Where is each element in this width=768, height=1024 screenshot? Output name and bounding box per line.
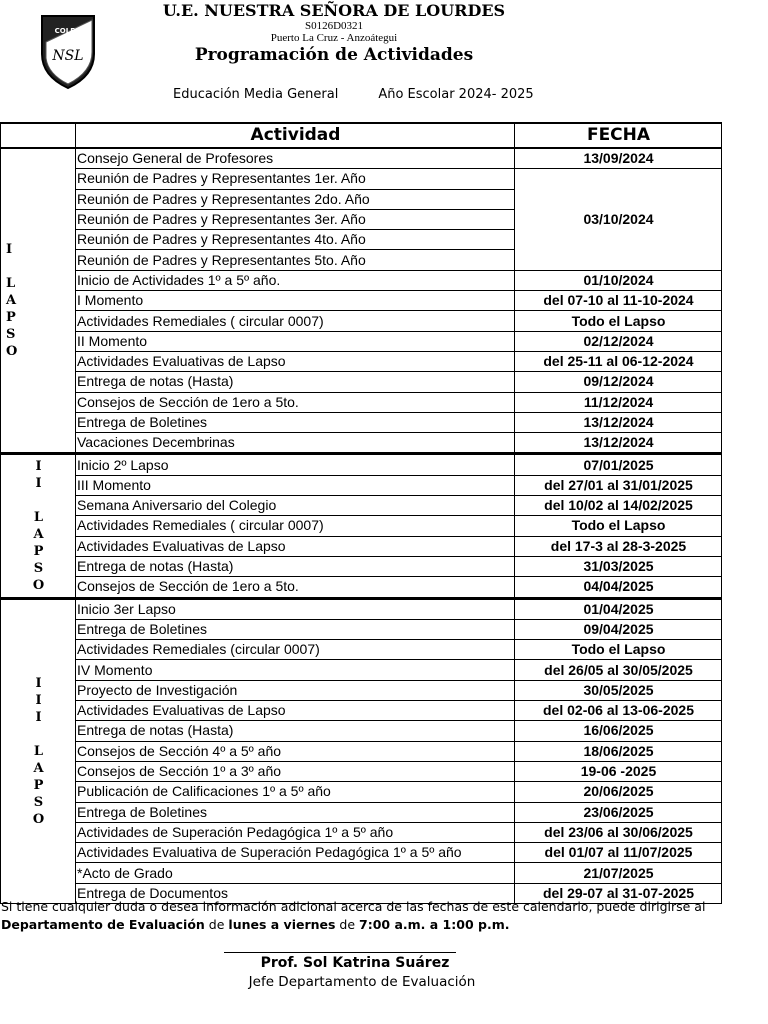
- date-cell: 16/06/2025: [515, 721, 722, 741]
- contact-note: [1, 898, 767, 934]
- table-row: [1, 454, 722, 475]
- activity-cell: Actividades Evaluativas de Lapso: [76, 701, 515, 721]
- table-row: [1, 863, 722, 883]
- activity-cell: Reunión de Padres y Representantes 2do. Año: [76, 189, 515, 209]
- note-hours: 7:00 a.m. a 1:00 p.m.: [359, 917, 510, 932]
- date-cell: 01/10/2024: [515, 270, 722, 290]
- table-row: [1, 412, 722, 432]
- date-cell: 13/12/2024: [515, 412, 722, 432]
- activity-cell: Inicio 2º Lapso: [76, 454, 515, 475]
- table-row: [1, 392, 722, 412]
- lapso-letter: L: [33, 743, 44, 759]
- lapso-letter: P: [6, 310, 16, 326]
- date-cell: Todo el Lapso: [515, 516, 722, 536]
- activity-cell: Actividades Evaluativas de Lapso: [76, 351, 515, 371]
- lapso-letter: A: [6, 293, 17, 309]
- lapso-letter: P: [33, 777, 44, 793]
- table-row: [1, 270, 722, 290]
- school-name: U.E. NUESTRA SEÑORA DE LOURDES: [162, 1, 506, 20]
- date-cell: 04/04/2025: [515, 577, 722, 598]
- table-row: [1, 619, 722, 639]
- lapso-letter: P: [33, 543, 44, 559]
- activity-cell: Consejo General de Profesores: [76, 148, 515, 169]
- activity-cell: IV Momento: [76, 660, 515, 680]
- note-text: Si tiene cualquier duda o desea información adicional acerca de las fechas de este calendario, puede dirigirse al: [1, 899, 706, 914]
- table-row: [1, 701, 722, 721]
- school-year: Año Escolar 2024- 2025: [378, 87, 534, 102]
- lapso-letter: L: [6, 276, 16, 292]
- document-title: Programación de Actividades: [194, 45, 474, 65]
- date-cell: del 29-07 al 31-07-2025: [515, 883, 722, 903]
- date-cell: del 07-10 al 11-10-2024: [515, 291, 722, 311]
- table-row: [1, 291, 722, 311]
- table-row: [1, 640, 722, 660]
- activity-cell: Actividades de Superación Pedagógica 1º a 5º año: [76, 822, 515, 842]
- activity-cell: Entrega de Boletines: [76, 619, 515, 639]
- school-location: Puerto La Cruz - Anzoátegui: [270, 32, 398, 44]
- lapso-letter: I: [35, 458, 42, 474]
- activity-cell: Actividades Remediales ( circular 0007): [76, 311, 515, 331]
- table-row: [1, 536, 722, 556]
- signature-name: Prof. Sol Katrina Suárez: [260, 955, 450, 971]
- lapso-letter: L: [33, 509, 44, 525]
- activity-cell: *Acto de Grado: [76, 863, 515, 883]
- date-cell: 07/01/2025: [515, 454, 722, 475]
- table-row: [1, 475, 722, 495]
- table-row: [1, 516, 722, 536]
- date-cell: del 27/01 al 31/01/2025: [515, 475, 722, 495]
- date-cell: del 26/05 al 30/05/2025: [515, 660, 722, 680]
- activity-cell: Actividades Remediales ( circular 0007): [76, 516, 515, 536]
- table-row: [1, 802, 722, 822]
- activity-cell: Entrega de Documentos: [76, 883, 515, 903]
- lapso-letter: I: [35, 475, 42, 491]
- date-cell: del 02-06 al 13-06-2025: [515, 701, 722, 721]
- lapso-letter: I: [35, 692, 42, 708]
- lapso-letter: O: [32, 811, 45, 827]
- activity-cell: III Momento: [76, 475, 515, 495]
- activity-cell: Inicio de Actividades 1º a 5º año.: [76, 270, 515, 290]
- activity-cell: Semana Aniversario del Colegio: [76, 496, 515, 516]
- date-cell: 01/04/2025: [515, 598, 722, 619]
- school-code: S0126D0321: [304, 20, 364, 32]
- activity-cell: Reunión de Padres y Representantes 4to. Año: [76, 230, 515, 250]
- logo-label: COLEGIO: [54, 27, 90, 35]
- lapso-letter: S: [33, 560, 44, 576]
- lapso-letter: S: [6, 327, 16, 343]
- lapso-letter: O: [32, 577, 45, 593]
- activity-cell: Inicio 3er Lapso: [76, 598, 515, 619]
- date-cell: 13/12/2024: [515, 433, 722, 454]
- activity-cell: Entrega de notas (Hasta): [76, 556, 515, 576]
- activity-cell: Entrega de notas (Hasta): [76, 721, 515, 741]
- activity-cell: Vacaciones Decembrinas: [76, 433, 515, 454]
- activity-cell: Consejos de Sección de 1ero a 5to.: [76, 577, 515, 598]
- header-activity: Actividad: [76, 123, 515, 148]
- lapso-letter: I: [35, 675, 42, 691]
- lapso-letter: A: [33, 760, 44, 776]
- note-connector: de: [335, 917, 360, 932]
- date-cell: 09/04/2025: [515, 619, 722, 639]
- table-row: [1, 721, 722, 741]
- activity-cell: Reunión de Padres y Representantes 5to. Año: [76, 250, 515, 270]
- table-row: [1, 843, 722, 863]
- table-row: [1, 496, 722, 516]
- svg-text:NSL: NSL: [52, 48, 84, 64]
- date-cell: Todo el Lapso: [515, 640, 722, 660]
- activity-cell: Reunión de Padres y Representantes 3er. Año: [76, 209, 515, 229]
- activity-cell: Consejos de Sección 4º a 5º año: [76, 741, 515, 761]
- date-cell: 19-06 -2025: [515, 761, 722, 781]
- lapso-label: [1, 598, 76, 903]
- signature-role: Jefe Departamento de Evaluación: [248, 974, 476, 990]
- activity-cell: Entrega de Boletines: [76, 412, 515, 432]
- date-cell: del 25-11 al 06-12-2024: [515, 351, 722, 371]
- activity-cell: Proyecto de Investigación: [76, 680, 515, 700]
- date-cell: 03/10/2024: [515, 169, 722, 270]
- lapso-letter: [6, 259, 11, 274]
- date-cell: 31/03/2025: [515, 556, 722, 576]
- activity-cell: Entrega de notas (Hasta): [76, 372, 515, 392]
- education-level: Educación Media General: [173, 87, 339, 102]
- date-cell: 18/06/2025: [515, 741, 722, 761]
- lapso-letter: O: [6, 344, 18, 360]
- table-row: [1, 680, 722, 700]
- date-cell: del 01/07 al 11/07/2025: [515, 843, 722, 863]
- header-date: FECHA: [515, 123, 722, 148]
- date-cell: 11/12/2024: [515, 392, 722, 412]
- activity-cell: Actividades Evaluativa de Superación Pedagógica 1º a 5º año: [76, 843, 515, 863]
- signature-line: [224, 952, 456, 953]
- lapso-label: [1, 454, 76, 598]
- date-cell: 02/12/2024: [515, 331, 722, 351]
- table-row: [1, 660, 722, 680]
- lapso-letter: S: [33, 794, 44, 810]
- date-cell: 13/09/2024: [515, 148, 722, 169]
- table-row: [1, 822, 722, 842]
- activities-table: [0, 122, 722, 904]
- level-row: [173, 87, 534, 102]
- lapso-letter: [36, 493, 41, 508]
- activity-cell: Publicación de Calificaciones 1º a 5º año: [76, 782, 515, 802]
- table-row: [1, 169, 722, 189]
- table-row: [1, 598, 722, 619]
- table-row: [1, 741, 722, 761]
- table-row: [1, 148, 722, 169]
- activity-cell: Entrega de Boletines: [76, 802, 515, 822]
- activity-cell: II Momento: [76, 331, 515, 351]
- activity-cell: I Momento: [76, 291, 515, 311]
- table-row: [1, 761, 722, 781]
- table-row: [1, 782, 722, 802]
- table-row: [1, 433, 722, 454]
- table-row: [1, 351, 722, 371]
- table-row: [1, 577, 722, 598]
- note-department: Departamento de Evaluación: [1, 917, 205, 932]
- lapso-letter: A: [33, 526, 44, 542]
- date-cell: 30/05/2025: [515, 680, 722, 700]
- table-row: [1, 372, 722, 392]
- activity-cell: Actividades Evaluativas de Lapso: [76, 536, 515, 556]
- activity-cell: Reunión de Padres y Representantes 1er. Año: [76, 169, 515, 189]
- lapso-letter: I: [35, 709, 42, 725]
- activity-cell: Consejos de Sección 1º a 3º año: [76, 761, 515, 781]
- table-row: [1, 311, 722, 331]
- table-row: [1, 556, 722, 576]
- lapso-letter: [36, 727, 41, 742]
- table-row: [1, 331, 722, 351]
- note-days: lunes a viernes: [228, 917, 336, 932]
- activity-cell: Consejos de Sección de 1ero a 5to.: [76, 392, 515, 412]
- table-header-row: [1, 123, 722, 148]
- date-cell: del 23/06 al 30/06/2025: [515, 822, 722, 842]
- header-corner: [1, 123, 76, 148]
- date-cell: 09/12/2024: [515, 372, 722, 392]
- date-cell: 23/06/2025: [515, 802, 722, 822]
- date-cell: del 10/02 al 14/02/2025: [515, 496, 722, 516]
- lapso-letter: I: [6, 242, 13, 258]
- date-cell: 21/07/2025: [515, 863, 722, 883]
- date-cell: Todo el Lapso: [515, 311, 722, 331]
- activity-cell: Actividades Remediales (circular 0007): [76, 640, 515, 660]
- lapso-label: [1, 148, 76, 454]
- date-cell: del 17-3 al 28-3-2025: [515, 536, 722, 556]
- note-connector: de: [204, 917, 229, 932]
- date-cell: 20/06/2025: [515, 782, 722, 802]
